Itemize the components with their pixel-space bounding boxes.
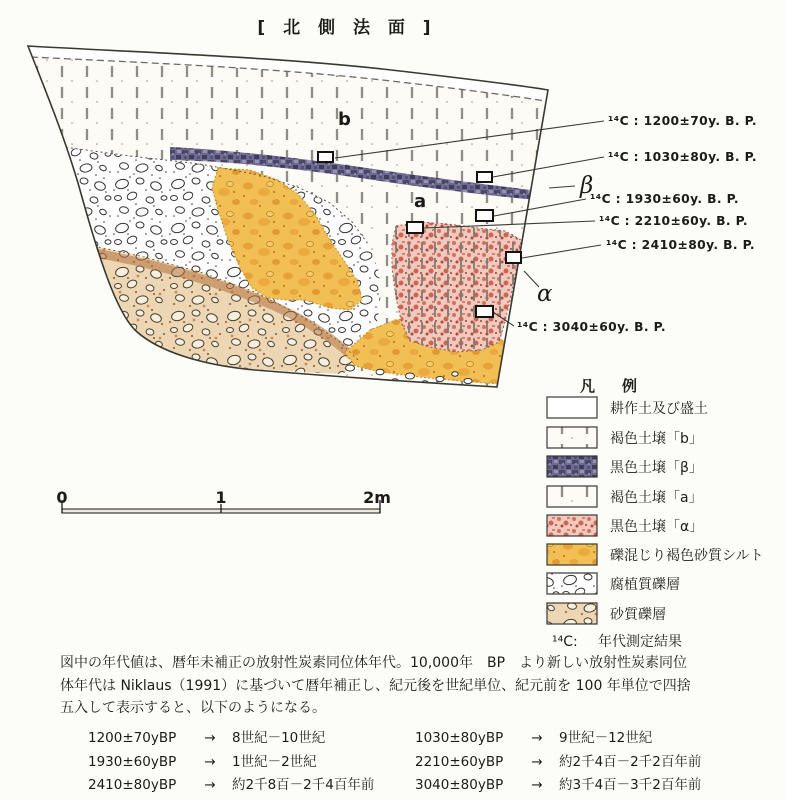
conversion-row (88, 751, 748, 775)
label-layer-beta: β (580, 173, 594, 199)
c14-annotation-2210: ¹⁴C : 2210±60y. B. P. (599, 214, 748, 228)
label-layer-b: b (338, 109, 351, 130)
arrow-icon: → (204, 777, 216, 793)
conversion-table (88, 727, 748, 798)
explanation-paragraph (60, 652, 750, 720)
label-layer-alpha: α (537, 281, 553, 307)
bp-value: 3040±80yBP (415, 777, 504, 793)
scale-bar (56, 488, 390, 513)
explanation-line-1: 図中の年代値は、暦年未補正の放射性炭素同位体年代。10,000年 BP より新しい放射性炭素同位 (60, 655, 688, 671)
calibrated-range: 1世紀－2世紀 (232, 753, 317, 770)
c14-annotation-1930: ¹⁴C : 1930±60y. B. P. (590, 192, 739, 206)
scale-tick-0: 0 (56, 488, 68, 507)
sample-box-1030 (477, 172, 492, 182)
legend-c14-text: 年代測定結果 (598, 634, 682, 650)
arrow-icon: → (531, 777, 543, 793)
scale-tick-2m: 2m (363, 488, 391, 507)
sample-box-3040 (476, 306, 493, 317)
scale-tick-1: 1 (215, 488, 227, 507)
legend-label-silt: 礫混じり褐色砂質シルト (610, 548, 764, 564)
legend-label-black-beta: 黒色土壌「β」 (610, 460, 703, 476)
layer-black-soil-alpha (392, 222, 521, 352)
legend-swatch-cultivated (547, 397, 597, 418)
arrow-icon: → (531, 753, 543, 770)
sample-box-1200 (318, 152, 333, 162)
sample-box-2410 (506, 252, 521, 263)
bp-value: 1200±70yBP (88, 730, 177, 746)
c14-annotation-1200: ¹⁴C : 1200±70y. B. P. (608, 114, 757, 128)
legend-c14-symbol: ¹⁴C: (552, 634, 578, 650)
c14-annotation-3040: ¹⁴C : 3040±60y. B. P. (517, 320, 666, 334)
arrow-icon: → (204, 753, 216, 770)
label-layer-a: a (414, 191, 427, 212)
legend-label-humic: 腐植質礫層 (610, 577, 680, 593)
bp-value: 1030±80yBP (415, 730, 504, 746)
calibrated-range: 9世紀－12世紀 (559, 730, 653, 746)
calibrated-range: 約2千4百－2千2百年前 (559, 753, 702, 770)
calibrated-range: 8世紀－10世紀 (232, 730, 326, 746)
legend-swatch-humic (547, 573, 597, 594)
legend-swatch-sandy (547, 603, 597, 624)
legend-label-brown-a: 褐色土壌「a」 (610, 490, 703, 506)
conversion-row (88, 727, 748, 751)
arrow-icon: → (531, 730, 543, 746)
calibrated-range: 約3千4百－3千2百年前 (559, 777, 702, 793)
legend-label-brown-b: 褐色土壌「b」 (610, 431, 703, 447)
explanation-line-2: 体年代は Niklaus（1991）に基づいて暦年補正し、紀元後を世紀単位、紀元前を 100 年単位で四捨 (60, 677, 691, 694)
arrow-icon: → (204, 730, 216, 746)
legend (547, 377, 764, 650)
figure-title: [ 北 側 法 面 ] (257, 18, 437, 38)
conversion-row (88, 774, 748, 798)
bp-value: 1930±60yBP (88, 753, 177, 770)
legend-label-black-alpha: 黒色土壌「α」 (610, 519, 704, 535)
legend-swatch-brown-b (547, 427, 597, 448)
sample-box-1930 (476, 210, 493, 221)
legend-swatch-black-alpha (547, 515, 597, 536)
c14-annotation-2410: ¹⁴C : 2410±80y. B. P. (606, 238, 755, 252)
bp-value: 2210±60yBP (415, 753, 504, 770)
legend-swatch-silt (547, 544, 597, 565)
legend-swatch-brown-a (547, 486, 597, 507)
bp-value: 2410±80yBP (88, 777, 177, 793)
legend-label-sandy: 砂質礫層 (610, 607, 666, 623)
explanation-line-3: 五入して表示すると、以下のようになる。 (60, 700, 326, 716)
legend-title: 凡 例 (580, 377, 644, 395)
calibrated-range: 約2千8百－2千4百年前 (232, 777, 375, 793)
sample-box-2210 (407, 222, 423, 233)
legend-swatch-black-beta (547, 456, 597, 477)
legend-label-cultivated: 耕作土及び盛土 (610, 401, 708, 417)
c14-annotation-1030: ¹⁴C : 1030±80y. B. P. (608, 150, 757, 164)
